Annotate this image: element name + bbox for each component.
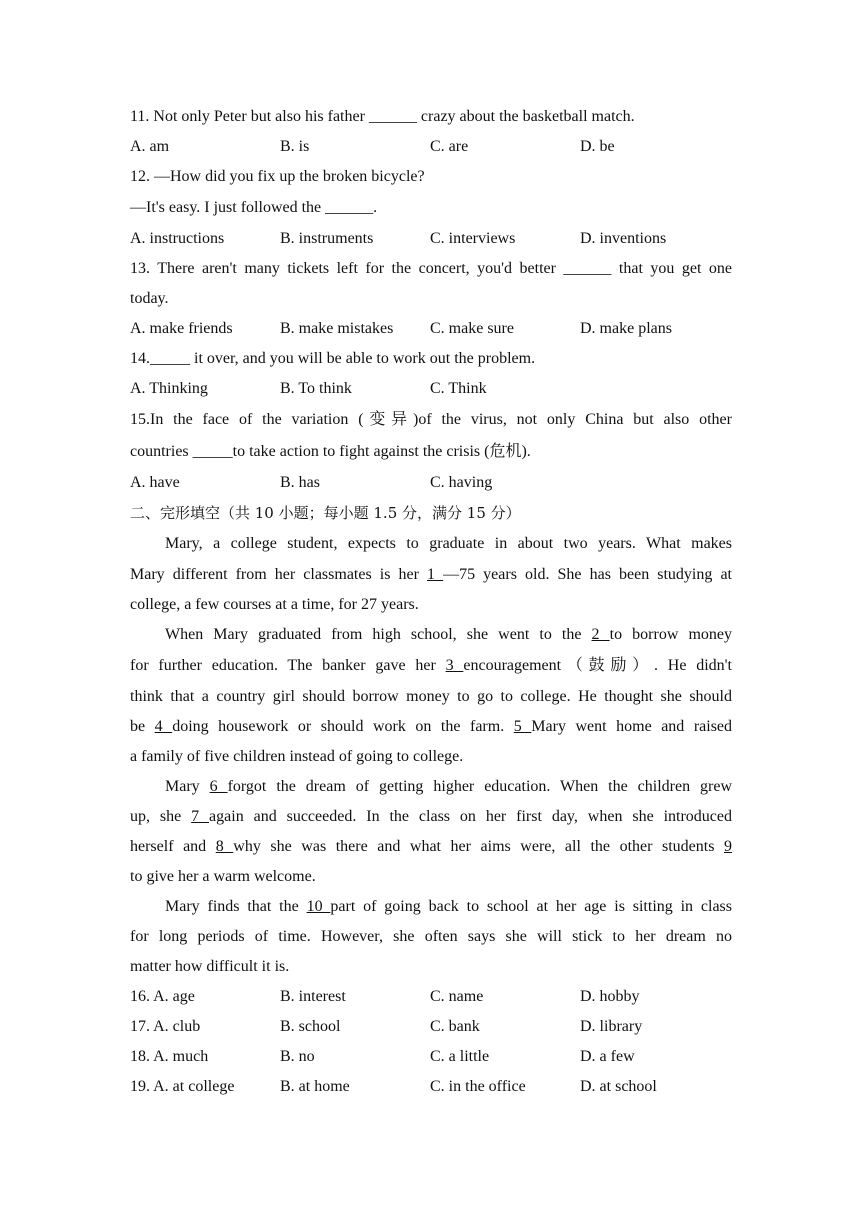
- blank-3: 3: [445, 657, 464, 674]
- option-a: A. am: [130, 138, 170, 155]
- passage-line: Mary different from her classmates is her 1 —75 years old. She has been studying at: [130, 566, 733, 583]
- question-12-reply: —It's easy. I just followed the ______.: [130, 199, 378, 216]
- option-d: D. inventions: [580, 230, 667, 247]
- passage-line: college, a few courses at a time, for 27 years.: [130, 596, 419, 613]
- option-d: D. at school: [580, 1078, 657, 1095]
- passage-line: for further education. The banker gave her 3 encouragement（鼓励）. He didn't: [130, 657, 732, 674]
- option-a: A. have: [130, 474, 180, 491]
- question-18-options: [130, 1042, 732, 1072]
- question-11-stem: 11. Not only Peter but also his father ______ crazy about the basketball match.: [130, 108, 635, 125]
- question-15-stem-line1: 15.In the face of the variation (变异)of the virus, not only China but also other: [130, 411, 732, 428]
- blank-2: 2: [591, 626, 610, 643]
- question-12-stem: 12. —How did you fix up the broken bicycle?: [130, 168, 425, 185]
- question-13-stem-line2: today.: [130, 290, 169, 307]
- passage-line: up, she 7 again and succeeded. In the class on her first day, when she introduced: [130, 808, 733, 825]
- option-c: C. name: [430, 988, 484, 1005]
- option-c: C. make sure: [430, 320, 514, 337]
- option-d: D. hobby: [580, 988, 640, 1005]
- option-c: C. a little: [430, 1048, 490, 1065]
- question-14-stem: 14._____ it over, and you will be able to work out the problem.: [130, 350, 536, 367]
- section-heading: 二、完形填空（共 10 小题；每小题 1.5 分，满分 15 分）: [130, 504, 521, 522]
- blank-8: 8: [215, 838, 234, 855]
- blank-7: 7: [191, 808, 210, 825]
- blank-10: 10: [306, 898, 331, 915]
- question-16-options: [130, 982, 732, 1012]
- passage-line: a family of five children instead of going to college.: [130, 748, 464, 765]
- option-a: A. instructions: [130, 230, 225, 247]
- option-b: B. no: [280, 1048, 315, 1065]
- question-15-stem-line2: countries _____to take action to fight against the crisis (危机).: [130, 443, 531, 460]
- passage-line: matter how difficult it is.: [130, 958, 290, 975]
- blank-5: 5: [513, 718, 532, 735]
- blank-1: 1: [427, 566, 444, 583]
- option-b: B. school: [280, 1018, 341, 1035]
- passage-line: herself and 8 why she was there and what her aims were, all the other students 9: [130, 838, 732, 855]
- option-c: C. bank: [430, 1018, 480, 1035]
- option-b: B. make mistakes: [280, 320, 394, 337]
- option-b: B. at home: [280, 1078, 350, 1095]
- option-a: A. make friends: [130, 320, 233, 337]
- passage-line: Mary finds that the 10 part of going back to school at her age is sitting in class: [165, 898, 733, 915]
- option-b: B. instruments: [280, 230, 374, 247]
- passage-line: Mary, a college student, expects to graduate in about two years. What makes: [165, 535, 732, 552]
- option-b: B. is: [280, 138, 310, 155]
- option-a: 18. A. much: [130, 1048, 209, 1065]
- passage-line: Mary 6 forgot the dream of getting higher education. When the children grew: [165, 778, 733, 795]
- option-b: B. interest: [280, 988, 346, 1005]
- passage-line: When Mary graduated from high school, she went to the 2 to borrow money: [165, 626, 733, 643]
- option-d: D. a few: [580, 1048, 635, 1065]
- option-b: B. To think: [280, 380, 352, 397]
- question-13-stem-line1: 13. There aren't many tickets left for the concert, you'd better ______ that you get one: [130, 260, 732, 277]
- question-14-options: [130, 374, 732, 404]
- option-a: 16. A. age: [130, 988, 195, 1005]
- question-13-options: [130, 314, 732, 344]
- option-d: D. be: [580, 138, 615, 155]
- blank-4: 4: [154, 718, 173, 735]
- question-17-options: [130, 1012, 732, 1042]
- question-11-options: [130, 132, 732, 162]
- question-15-options: [130, 468, 732, 498]
- option-c: C. in the office: [430, 1078, 526, 1095]
- option-a: 17. A. club: [130, 1018, 201, 1035]
- exam-page: [130, 102, 732, 1102]
- passage-line: to give her a warm welcome.: [130, 868, 316, 885]
- option-a: A. Thinking: [130, 380, 208, 397]
- passage-line: be 4 doing housework or should work on the farm. 5 Mary went home and raised: [130, 718, 733, 735]
- blank-6: 6: [209, 778, 228, 795]
- option-a: 19. A. at college: [130, 1078, 235, 1095]
- question-12-options: [130, 224, 732, 254]
- option-c: C. interviews: [430, 230, 516, 247]
- option-d: D. make plans: [580, 320, 672, 337]
- passage-line: for long periods of time. However, she often says she will stick to her dream no: [130, 928, 732, 945]
- option-c: C. Think: [430, 380, 487, 397]
- option-c: C. are: [430, 138, 469, 155]
- passage-line: think that a country girl should borrow money to go to college. He thought she should: [130, 688, 732, 705]
- option-d: D. library: [580, 1018, 643, 1035]
- option-b: B. has: [280, 474, 320, 491]
- option-c: C. having: [430, 474, 493, 491]
- blank-9: 9: [724, 838, 732, 855]
- question-19-options: [130, 1072, 732, 1102]
